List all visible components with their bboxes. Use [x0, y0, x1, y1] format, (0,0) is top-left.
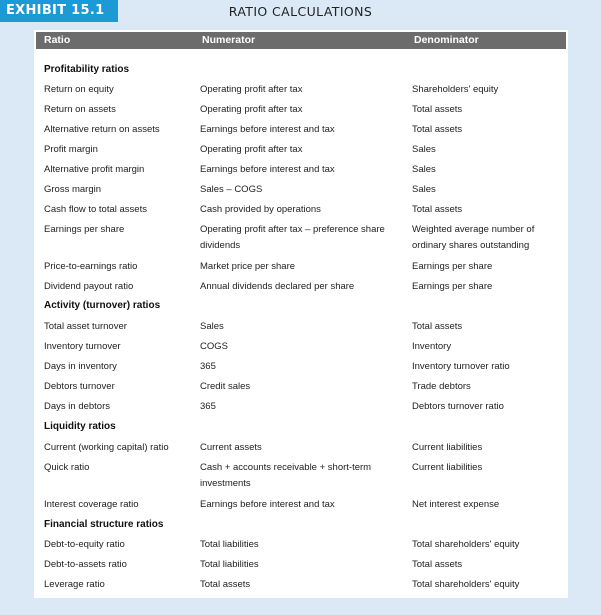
numerator-cell: Cash provided by operations: [200, 204, 321, 215]
numerator-cell: COGS: [200, 341, 228, 352]
ratio-cell: Total asset turnover: [44, 321, 127, 332]
numerator-cell: Earnings before interest and tax: [200, 164, 335, 175]
denominator-cell: Total assets: [412, 124, 463, 135]
numerator-cell: Total assets: [200, 579, 251, 590]
denominator-cell: Weighted average number of ordinary shares outstanding: [412, 224, 535, 251]
denominator-cell: Total assets: [412, 204, 463, 215]
denominator-cell: Trade debtors: [412, 381, 471, 392]
denominator-cell: Total shareholders' equity: [412, 539, 520, 550]
ratio-cell: Return on assets: [44, 104, 116, 115]
ratio-cell: Alternative return on assets: [44, 124, 160, 135]
ratio-cell: Price-to-earnings ratio: [44, 261, 138, 272]
denominator-cell: Shareholders' equity: [412, 84, 499, 95]
denominator-cell: Sales: [412, 144, 436, 155]
ratio-cell: Days in debtors: [44, 401, 111, 412]
numerator-cell: Operating profit after tax – preference share dividends: [200, 224, 385, 251]
numerator-cell: Sales – COGS: [200, 184, 263, 195]
numerator-cell: Market price per share: [200, 261, 296, 272]
header-numerator: Numerator: [202, 34, 256, 46]
ratio-cell: Dividend payout ratio: [44, 281, 134, 292]
denominator-cell: Total assets: [412, 104, 463, 115]
ratio-cell: Profit margin: [44, 144, 98, 155]
denominator-cell: Earnings per share: [412, 281, 493, 292]
numerator-cell: Annual dividends declared per share: [200, 281, 355, 292]
ratio-cell: Gross margin: [44, 184, 102, 195]
ratio-cell: Debtors turnover: [44, 381, 115, 392]
ratio-cell: Debt-to-equity ratio: [44, 539, 125, 550]
section-title: Profitability ratios: [44, 64, 130, 75]
numerator-cell: 365: [200, 361, 216, 372]
section-title: Liquidity ratios: [44, 421, 116, 432]
denominator-cell: Current liabilities: [412, 462, 483, 473]
denominator-cell: Total assets: [412, 321, 463, 332]
ratio-cell: Alternative profit margin: [44, 164, 145, 175]
numerator-cell: Earnings before interest and tax: [200, 499, 335, 510]
numerator-cell: 365: [200, 401, 216, 412]
ratio-cell: Inventory turnover: [44, 341, 121, 352]
ratio-cell: Debt-to-assets ratio: [44, 559, 127, 570]
numerator-cell: Operating profit after tax: [200, 84, 303, 95]
numerator-cell: Operating profit after tax: [200, 104, 303, 115]
exhibit-label: EXHIBIT 15.1: [0, 0, 118, 22]
ratio-cell: Earnings per share: [44, 224, 125, 235]
ratio-table: [34, 30, 568, 598]
ratio-cell: Days in inventory: [44, 361, 117, 372]
denominator-cell: Inventory: [412, 341, 452, 352]
numerator-cell: Sales: [200, 321, 224, 332]
denominator-cell: Net interest expense: [412, 499, 500, 510]
ratio-cell: Interest coverage ratio: [44, 499, 139, 510]
denominator-cell: Current liabilities: [412, 442, 483, 453]
ratio-cell: Quick ratio: [44, 462, 90, 473]
numerator-cell: Cash + accounts receivable + short-term investments: [200, 462, 372, 489]
numerator-cell: Current assets: [200, 442, 262, 453]
header-ratio: Ratio: [44, 34, 71, 46]
page-title: RATIO CALCULATIONS: [228, 4, 373, 19]
ratio-cell: Leverage ratio: [44, 579, 105, 590]
denominator-cell: Sales: [412, 164, 436, 175]
denominator-cell: Total shareholders' equity: [412, 579, 520, 590]
numerator-cell: Total liabilities: [200, 539, 259, 550]
denominator-cell: Debtors turnover ratio: [412, 401, 504, 412]
section-title: Activity (turnover) ratios: [44, 300, 161, 311]
numerator-cell: Earnings before interest and tax: [200, 124, 335, 135]
ratio-cell: Cash flow to total assets: [44, 204, 147, 215]
numerator-cell: Credit sales: [200, 381, 251, 392]
section-title: Financial structure ratios: [44, 519, 164, 530]
numerator-cell: Operating profit after tax: [200, 144, 303, 155]
denominator-cell: Total assets: [412, 559, 463, 570]
ratio-cell: Return on equity: [44, 84, 114, 95]
denominator-cell: Earnings per share: [412, 261, 493, 272]
header-denominator: Denominator: [414, 34, 479, 46]
ratio-cell: Current (working capital) ratio: [44, 442, 169, 453]
numerator-cell: Total liabilities: [200, 559, 259, 570]
denominator-cell: Sales: [412, 184, 436, 195]
denominator-cell: Inventory turnover ratio: [412, 361, 510, 372]
